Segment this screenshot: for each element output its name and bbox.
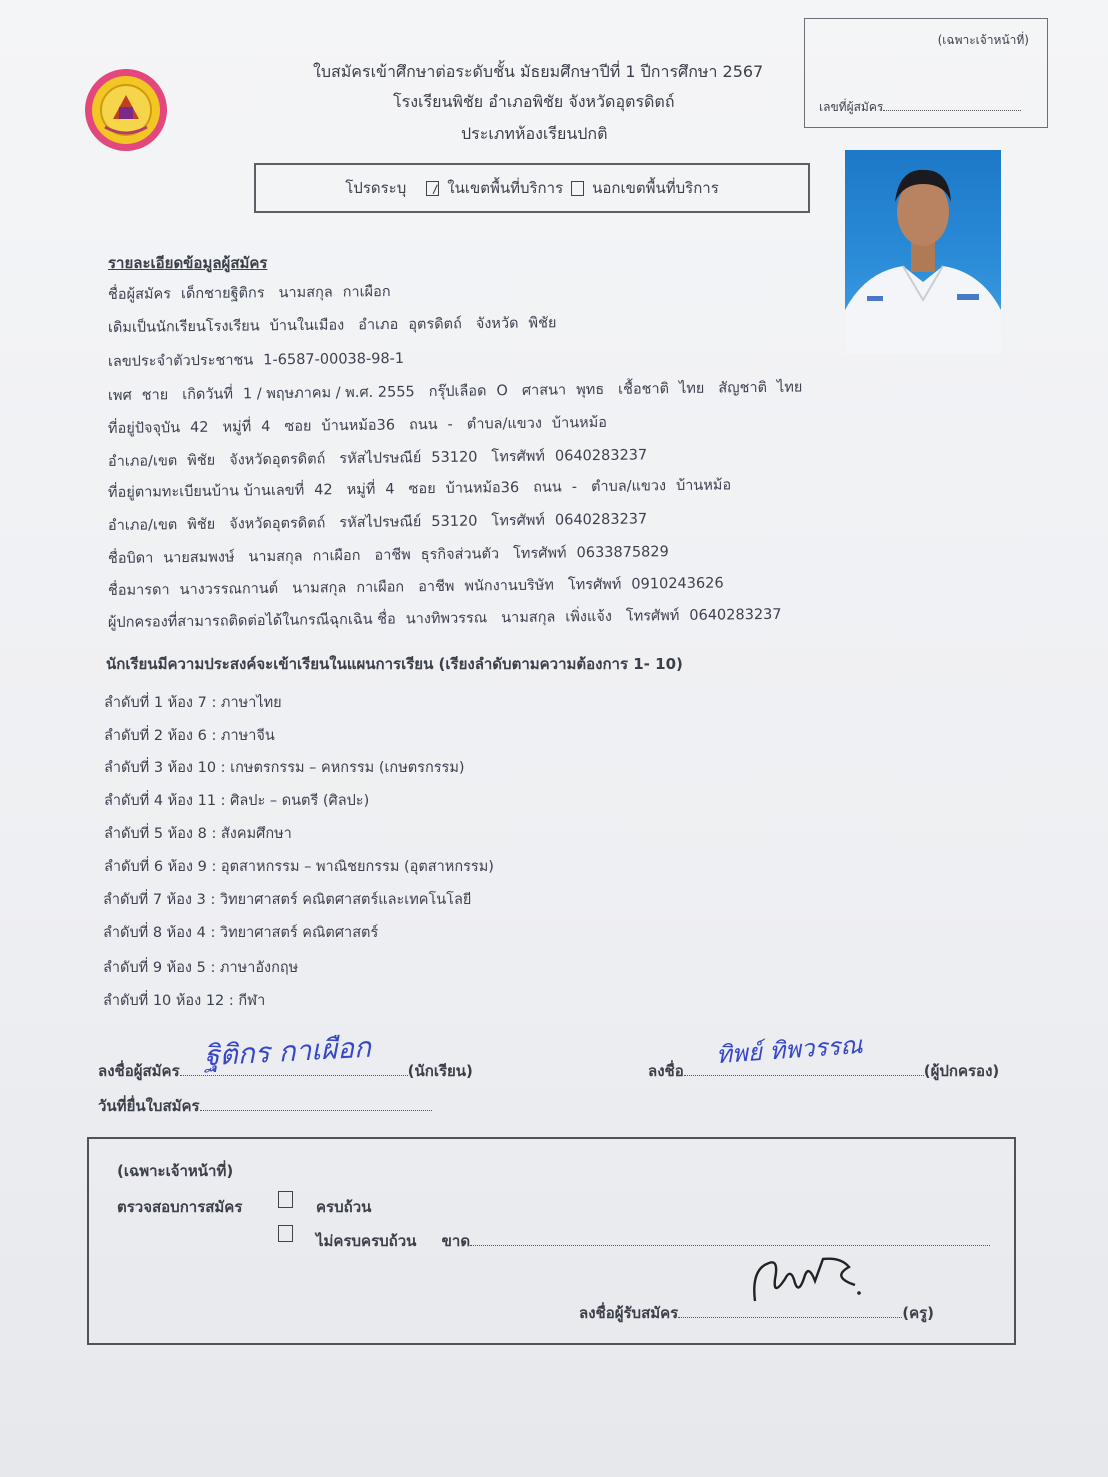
father-value: นายสมพงษ์	[163, 549, 235, 567]
cur-phone-label: โทรศัพท์	[491, 448, 546, 466]
office-verification-box	[87, 1137, 1016, 1345]
in-area-checkbox[interactable]	[426, 181, 439, 196]
personal-info-row	[108, 375, 817, 407]
cur-house-value: 42	[189, 419, 209, 436]
nationality-value: ไทย	[776, 379, 803, 396]
cur-postal-label: รหัสไปรษณีย์	[339, 450, 422, 468]
cur-soi-label: ซอย	[284, 418, 312, 435]
religion-label: ศาสนา	[521, 382, 567, 399]
details-heading: รายละเอียดข้อมูลผู้สมัคร	[108, 254, 268, 272]
out-area-checkbox[interactable]	[571, 181, 584, 196]
classroom-type: ประเภทห้องเรียนปกติ	[461, 124, 608, 143]
plan-item: ลำดับที่ 3 ห้อง 10 : เกษตรกรรม – คหกรรม (เกษตรกรรม)	[104, 760, 465, 776]
current-district-row	[108, 443, 661, 473]
plan-item: ลำดับที่ 4 ห้อง 11 : ศิลปะ – ดนตรี (ศิลปะ)	[104, 793, 370, 809]
registered-district-row	[108, 507, 661, 537]
cur-phone-value: 0640283237	[554, 447, 648, 465]
parent-sign-label: ลงชื่อ	[648, 1062, 684, 1080]
receiver-suffix: (ครู)	[902, 1304, 935, 1322]
father-row	[108, 540, 683, 570]
mother-label: ชื่อมารดา	[107, 582, 170, 599]
reg-road-value: -	[571, 479, 578, 496]
cur-tambon-label: ตำบล/แขวง	[466, 415, 542, 433]
study-plan-heading: นักเรียนมีความประสงค์จะเข้าเรียนในแผนการเรียน (เรียงลำดับตามความต้องการ 1- 10)	[106, 655, 683, 673]
cur-moo-label: หมู่ที่	[222, 419, 252, 436]
reg-amphoe-value: พิชัย	[187, 516, 216, 534]
id-value: 1-6587-00038-98-1	[263, 350, 405, 369]
guardian-surname-value: เพิ่งแจ้ง	[565, 608, 612, 626]
cur-road-label: ถนน	[408, 416, 438, 434]
father-surname-label: นามสกุล	[248, 548, 303, 566]
officer-only-label: (เฉพาะเจ้าหน้าที่)	[937, 33, 1029, 47]
receiver-label: ลงชื่อผู้รับสมัคร	[579, 1304, 679, 1322]
religion-value: พุทธ	[576, 381, 605, 399]
reg-addr-label: ที่อยู่ตามทะเบียนบ้าน บ้านเลขที่	[107, 482, 305, 501]
office-title: (เฉพาะเจ้าหน้าที่)	[117, 1162, 234, 1180]
father-label: ชื่อบิดา	[107, 550, 154, 567]
prev-province-value: พิชัย	[528, 315, 557, 332]
prev-province-label: จังหวัด	[475, 315, 519, 333]
reg-province-value: จังหวัดอุตรดิตถ์	[229, 515, 326, 533]
reg-amphoe-label: อำเภอ/เขต	[107, 517, 178, 534]
national-id-row	[108, 347, 418, 373]
service-area-box	[254, 163, 810, 213]
form-title: ใบสมัครเข้าศึกษาต่อระดับชั้น มัธยมศึกษาปีที่ 1 ปีการศึกษา 2567	[313, 62, 764, 81]
incomplete-row	[316, 1229, 990, 1253]
plan-item: ลำดับที่ 1 ห้อง 7 : ภาษาไทย	[104, 695, 282, 711]
mother-phone-label: โทรศัพท์	[567, 576, 622, 594]
name-label: ชื่อผู้สมัคร	[107, 286, 172, 303]
cur-road-value: -	[447, 416, 453, 433]
reg-postal-value: 53120	[431, 513, 478, 531]
name-value: เด็กชายฐิติกร	[180, 285, 265, 303]
plan-item: ลำดับที่ 2 ห้อง 6 : ภาษาจีน	[104, 728, 275, 744]
previous-school-row	[108, 311, 571, 339]
sex-label: เพศ	[107, 387, 132, 404]
guardian-value: นางทิพวรรณ	[405, 610, 488, 628]
current-address-row	[108, 411, 621, 440]
blood-value: O	[496, 383, 508, 400]
applicant-sign-suffix: (นักเรียน)	[407, 1062, 473, 1080]
mother-surname-value: กาเผือก	[356, 579, 405, 596]
reg-postal-label: รหัสไปรษณีย์	[339, 514, 422, 532]
mother-phone-value: 0910243626	[631, 575, 724, 593]
guardian-phone-value: 0640283237	[689, 606, 782, 624]
parent-signature: ทิพย์ ทิพวรรณ	[715, 1030, 864, 1070]
cur-postal-value: 53120	[431, 449, 478, 467]
reg-soi-value: บ้านหม้อ36	[445, 479, 520, 497]
receiver-signature-mark	[745, 1249, 875, 1313]
surname-label: นามสกุล	[278, 284, 333, 302]
school-logo	[83, 67, 169, 153]
cur-tambon-value: บ้านหม้อ	[551, 414, 608, 432]
birth-value: 1 / พฤษภาคม / พ.ศ. 2555	[242, 384, 415, 403]
plan-item: ลำดับที่ 6 ห้อง 9 : อุตสาหกรรม – พาณิชยกรรม (อุตสาหกรรม)	[104, 859, 494, 875]
ethnicity-label: เชื้อชาติ	[618, 381, 670, 398]
submit-date-label: วันที่ยื่นใบสมัคร	[98, 1097, 200, 1115]
nationality-label: สัญชาติ	[718, 379, 768, 397]
plan-item: ลำดับที่ 9 ห้อง 5 : ภาษาอังกฤษ	[103, 960, 299, 976]
prev-district-value: อุตรดิตถ์	[408, 316, 462, 333]
guardian-row	[108, 603, 796, 634]
surname-value: กาเผือก	[342, 284, 391, 301]
cur-amphoe-label: อำเภอ/เขต	[107, 453, 178, 470]
applicant-signature: ฐิติกร กาเผือก	[203, 1030, 372, 1073]
reg-phone-value: 0640283237	[554, 511, 648, 529]
applicant-name-row	[108, 280, 405, 306]
father-occupation-value: ธุรกิจส่วนตัว	[420, 546, 500, 564]
birth-label: เกิดวันที่	[182, 386, 234, 404]
cur-amphoe-value: พิชัย	[187, 452, 216, 470]
complete-label: ครบถ้วน	[316, 1198, 372, 1216]
incomplete-checkbox[interactable]	[278, 1225, 293, 1242]
cur-moo-value: 4	[261, 419, 271, 436]
out-area-label: นอกเขตพื้นที่บริการ	[592, 179, 719, 197]
missing-field[interactable]	[470, 1235, 990, 1246]
father-occupation-label: อาชีพ	[374, 547, 411, 564]
applicant-sign-label: ลงชื่อผู้สมัคร	[98, 1062, 180, 1080]
reg-house-value: 42	[314, 482, 333, 499]
id-label: เลขประจำตัวประชาชน	[107, 352, 254, 370]
mother-row	[108, 571, 738, 602]
parent-sign-suffix: (ผู้ปกครอง)	[923, 1062, 1000, 1080]
applicant-number-label: เลขที่ผู้สมัคร	[819, 100, 884, 114]
reg-phone-label: โทรศัพท์	[491, 512, 546, 530]
reg-tambon-value: บ้านหม้อ	[675, 477, 732, 495]
father-phone-value: 0633875829	[576, 544, 669, 562]
blood-label: กรุ๊ปเลือด	[428, 383, 487, 401]
cur-soi-value: บ้านหม้อ36	[321, 417, 396, 435]
reg-soi-label: ซอย	[408, 480, 436, 498]
reg-tambon-label: ตำบล/แขวง	[590, 478, 667, 496]
reg-road-label: ถนน	[533, 479, 562, 496]
guardian-label: ผู้ปกครองที่สามารถติดต่อได้ในกรณีฉุกเฉิน ชื่อ	[107, 611, 396, 631]
registered-address-row	[108, 473, 745, 504]
guardian-phone-label: โทรศัพท์	[625, 608, 680, 625]
mother-surname-label: นามสกุล	[292, 580, 347, 597]
prev-school-label: เดิมเป็นนักเรียนโรงเรียน	[107, 318, 260, 336]
guardian-surname-label: นามสกุล	[501, 609, 556, 627]
missing-label: ขาด	[441, 1232, 471, 1250]
reg-moo-value: 4	[385, 481, 395, 498]
area-prompt: โปรดระบุ	[345, 179, 407, 197]
cur-addr-label: ที่อยู่ปัจจุบัน	[107, 420, 181, 437]
submit-date-line[interactable]	[98, 1094, 432, 1118]
school-line: โรงเรียนพิชัย อำเภอพิชัย จังหวัดอุตรดิตถ์	[393, 92, 675, 111]
cur-province-value: จังหวัดอุตรดิตถ์	[229, 451, 326, 469]
prev-school-value: บ้านในเมือง	[269, 317, 345, 335]
mother-occupation-label: อาชีพ	[418, 578, 455, 596]
plan-item: ลำดับที่ 5 ห้อง 8 : สังคมศึกษา	[104, 826, 292, 842]
applicant-number-field[interactable]	[819, 98, 1021, 117]
father-phone-label: โทรศัพท์	[513, 545, 567, 563]
mother-occupation-value: พนักงานบริษัท	[464, 577, 555, 595]
sex-value: ชาย	[141, 387, 169, 404]
in-area-label: ในเขตพื้นที่บริการ	[447, 179, 564, 197]
incomplete-label: ไม่ครบครบถ้วน	[316, 1232, 417, 1250]
father-surname-value: กาเผือก	[312, 547, 361, 565]
plan-item: ลำดับที่ 10 ห้อง 12 : กีฬา	[103, 993, 266, 1009]
officer-only-box	[804, 18, 1048, 128]
plan-item: ลำดับที่ 8 ห้อง 4 : วิทยาศาสตร์ คณิตศาสตร์	[103, 925, 379, 941]
mother-value: นางวรรณกานต์	[179, 580, 279, 599]
plan-item: ลำดับที่ 7 ห้อง 3 : วิทยาศาสตร์ คณิตศาสตร์และเทคโนโลยี	[103, 892, 472, 908]
reg-moo-label: หมู่ที่	[346, 481, 376, 499]
applicant-photo	[845, 150, 1001, 354]
prev-district-label: อำเภอ	[358, 316, 399, 334]
check-label: ตรวจสอบการสมัคร	[117, 1198, 243, 1216]
ethnicity-value: ไทย	[678, 380, 705, 398]
complete-checkbox[interactable]	[278, 1191, 293, 1208]
